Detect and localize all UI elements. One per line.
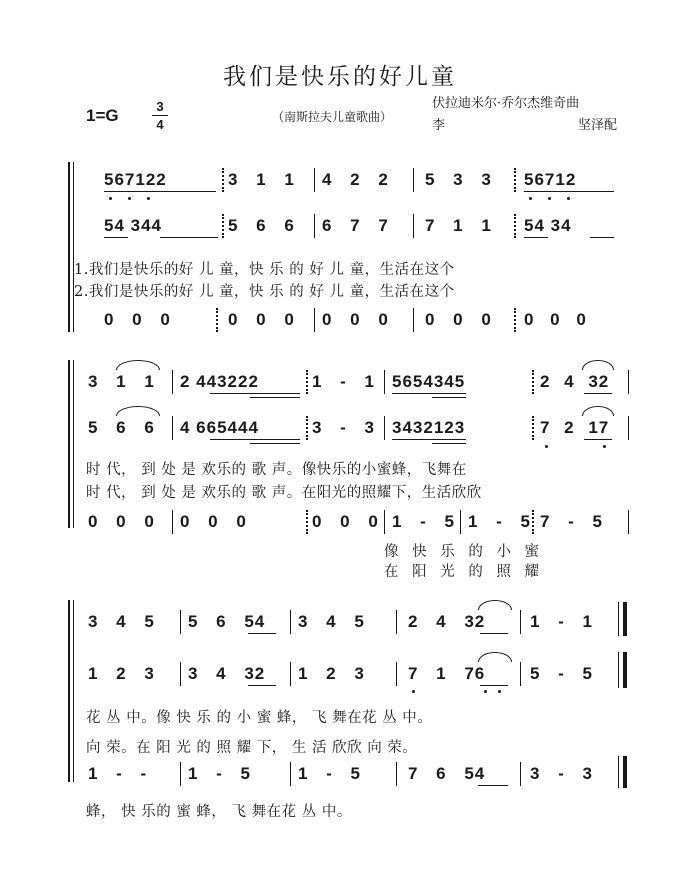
low-octave-dot xyxy=(498,690,501,693)
part3-lyric-verse-1: 蜂， 快 乐的 蜜 蜂， 飞 舞在花 丛 中。 xyxy=(86,804,352,820)
low-octave-dot xyxy=(109,197,112,200)
barline xyxy=(222,168,224,192)
barline xyxy=(520,610,521,634)
barline xyxy=(172,370,173,394)
beam xyxy=(584,393,612,394)
barline xyxy=(628,416,629,440)
system-bracket xyxy=(68,162,70,332)
barline xyxy=(180,762,181,786)
final-barline-thick xyxy=(623,756,627,788)
barline xyxy=(306,416,308,440)
beam xyxy=(248,685,276,686)
meter-top: 3 xyxy=(156,99,164,114)
composer-credit: 伏拉迪米尔·乔尔杰维奇曲 xyxy=(432,96,580,111)
final-barline-thin xyxy=(618,756,619,788)
beam xyxy=(432,397,466,398)
barline xyxy=(514,214,516,238)
barline xyxy=(314,214,315,238)
final-barline-thick xyxy=(623,652,627,688)
barline xyxy=(180,610,181,634)
part2-measure: 5 6 6 xyxy=(88,418,155,437)
song-title: 我们是快乐的好儿童 xyxy=(223,64,457,90)
part3-measure: 0 0 0 xyxy=(322,310,389,329)
beam xyxy=(480,685,508,686)
low-octave-dot xyxy=(548,197,551,200)
low-octave-dot xyxy=(567,197,570,200)
part3-measure: 1 - 5 xyxy=(298,764,362,783)
part2-measure: 54 34 xyxy=(524,216,572,235)
part2-measure: 1 2 3 xyxy=(88,664,155,683)
barline xyxy=(532,510,534,534)
part1-measure: 3 1 1 xyxy=(228,170,295,189)
barline xyxy=(222,214,224,238)
song-subtitle: （南斯拉夫儿童歌曲） xyxy=(272,110,393,124)
part2-measure: 4 665444 xyxy=(180,418,259,437)
part1-measure: 5654345 xyxy=(392,372,466,391)
part1-measure: 3 4 5 xyxy=(298,612,365,631)
barline xyxy=(514,168,516,192)
part3-measure: 1 - 5 xyxy=(188,764,252,783)
part2-measure: 6 7 7 xyxy=(322,216,389,235)
part1-measure: 3 1 1 xyxy=(88,372,155,391)
barline xyxy=(306,370,308,394)
barline xyxy=(532,416,534,440)
part3-measure: 7 - 5 xyxy=(540,512,604,531)
low-octave-dot xyxy=(545,445,548,448)
barline xyxy=(306,510,308,534)
part3-measure: 0 0 0 xyxy=(228,310,295,329)
beam xyxy=(590,237,614,238)
part2-measure: 3432123 xyxy=(392,418,466,437)
barline xyxy=(216,308,218,332)
slur xyxy=(116,406,160,416)
system-bracket-inner xyxy=(73,600,74,782)
low-octave-dot xyxy=(412,690,415,693)
final-barline-thin xyxy=(618,602,619,636)
part3-measure: 0 0 0 xyxy=(104,310,171,329)
beam xyxy=(210,439,300,440)
barline xyxy=(384,370,385,394)
part2-measure: 7 1 76 xyxy=(408,664,486,683)
arranger-suffix: 坚泽配 xyxy=(577,118,617,133)
part1-measure: 3 4 5 xyxy=(88,612,155,631)
lyric-verse-2: 2.我们是快乐的好 儿 童，快 乐 的 好 儿 童，生活在这个 xyxy=(74,284,455,300)
low-octave-dot xyxy=(128,197,131,200)
low-octave-dot xyxy=(484,690,487,693)
slur xyxy=(582,406,614,416)
beam xyxy=(210,393,300,394)
beam xyxy=(250,443,300,444)
lyric-verse-1: 1.我们是快乐的好 儿 童，快 乐 的 好 儿 童，生活在这个 xyxy=(74,262,455,278)
barline xyxy=(520,762,521,786)
part2-measure: 54 344 xyxy=(104,216,162,235)
barline xyxy=(396,762,397,786)
final-barline-thin xyxy=(618,652,619,688)
barline xyxy=(290,662,291,686)
part1-measure: 5 6 54 xyxy=(188,612,266,631)
barline xyxy=(290,762,291,786)
part3-measure: 1 - 5 xyxy=(468,512,532,531)
beam xyxy=(248,633,276,634)
part2-measure: 1 2 3 xyxy=(298,664,365,683)
barline xyxy=(460,510,461,534)
part1-measure: 2 443222 xyxy=(180,372,259,391)
barline xyxy=(413,168,414,192)
barline xyxy=(172,416,173,440)
part3-measure: 1 - - xyxy=(88,764,148,783)
beam xyxy=(250,397,300,398)
part3-lyric-verse-2: 在 阳 光 的 照 耀 xyxy=(384,564,540,580)
part3-measure: 0 0 0 xyxy=(425,310,492,329)
beam xyxy=(478,785,508,786)
barline xyxy=(413,308,414,332)
part2-measure: 7 1 1 xyxy=(425,216,492,235)
part1-measure: 2 4 32 xyxy=(408,612,486,631)
part2-measure: 3 - 3 xyxy=(312,418,376,437)
beam xyxy=(160,237,218,238)
part3-measure: 0 0 0 xyxy=(180,512,247,531)
barline xyxy=(384,416,385,440)
beam xyxy=(584,439,612,440)
lyric-verse-2: 向 荣。在 阳 光 的 照 耀 下， 生 活 欣欣 向 荣。 xyxy=(86,740,418,756)
barline xyxy=(314,308,315,332)
low-octave-dot xyxy=(529,197,532,200)
part3-measure: 3 - 3 xyxy=(530,764,594,783)
lyric-verse-1: 时 代， 到 处 是 欢乐的 歌 声。像快乐的小蜜蜂，飞舞在 xyxy=(86,462,467,478)
slur xyxy=(582,360,614,370)
arranger-prefix: 李 xyxy=(432,118,446,133)
barline xyxy=(384,510,385,534)
barline xyxy=(396,662,397,686)
barline xyxy=(314,168,315,192)
beam xyxy=(104,237,128,238)
low-octave-dot xyxy=(603,445,606,448)
part3-measure: 7 6 54 xyxy=(408,764,486,783)
low-octave-dot xyxy=(147,197,150,200)
part3-lyric-verse-1: 像 快 乐 的 小 蜜 xyxy=(384,544,540,560)
slur xyxy=(478,652,512,662)
part3-measure: 1 - 5 xyxy=(392,512,456,531)
beam xyxy=(480,633,508,634)
barline xyxy=(290,610,291,634)
lyric-verse-1: 花 丛 中。像 快 乐 的 小 蜜 蜂， 飞 舞在花 丛 中。 xyxy=(86,710,433,726)
part2-measure: 3 4 32 xyxy=(188,664,266,683)
barline xyxy=(628,510,629,534)
beam xyxy=(392,393,466,394)
part1-measure: 5 3 3 xyxy=(425,170,492,189)
meter-bottom: 4 xyxy=(156,117,164,132)
part1-measure: 56712 xyxy=(524,170,577,189)
part3-measure: 0 0 0 xyxy=(524,310,587,329)
beam xyxy=(392,439,466,440)
part1-measure: 1 - 1 xyxy=(530,612,594,631)
beam xyxy=(432,443,466,444)
lyric-verse-2: 时 代， 到 处 是 欢乐的 歌 声。在阳光的照耀下，生活欣欣 xyxy=(86,485,482,501)
barline xyxy=(514,308,516,332)
barline xyxy=(532,370,534,394)
beam xyxy=(524,191,614,192)
part1-measure: 4 2 2 xyxy=(322,170,389,189)
barline xyxy=(396,610,397,634)
system-bracket xyxy=(68,600,70,782)
beam xyxy=(104,191,216,192)
part2-measure: 5 - 5 xyxy=(530,664,594,683)
part3-measure: 0 0 0 xyxy=(312,512,379,531)
barline xyxy=(172,510,173,534)
barline xyxy=(180,662,181,686)
beam xyxy=(524,237,548,238)
key-signature: 1=G xyxy=(86,106,119,125)
part3-measure: 0 0 0 xyxy=(88,512,155,531)
system-bracket xyxy=(68,360,70,528)
system-bracket-inner xyxy=(73,360,74,528)
final-barline-thick xyxy=(623,602,627,636)
part1-measure: 1 - 1 xyxy=(312,372,376,391)
barline xyxy=(628,370,629,394)
system-bracket-inner xyxy=(73,162,74,332)
barline xyxy=(413,214,414,238)
part2-measure: 7 2 17 xyxy=(540,418,610,437)
part1-measure: 567122 xyxy=(104,170,167,189)
slur xyxy=(116,360,160,370)
part2-measure: 5 6 6 xyxy=(228,216,295,235)
barline xyxy=(520,662,521,686)
part1-measure: 2 4 32 xyxy=(540,372,610,391)
slur xyxy=(478,600,512,610)
